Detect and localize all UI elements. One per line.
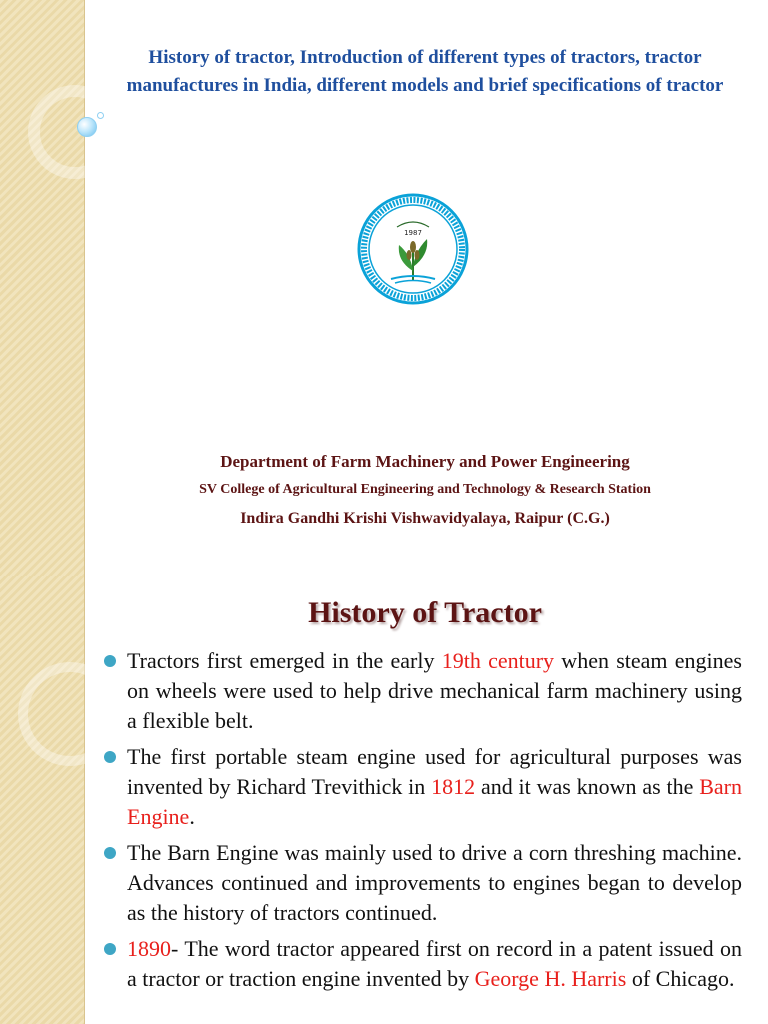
bullet-text: and it was known as the bbox=[475, 774, 700, 799]
highlighted-text: George H. Harris bbox=[474, 966, 627, 991]
decorative-ring bbox=[28, 85, 122, 179]
bullet-item bbox=[104, 838, 742, 928]
bullet-dot-icon bbox=[104, 847, 116, 859]
university-name: Indira Gandhi Krishi Vishwavidyalaya, Raipur (C.G.) bbox=[240, 510, 610, 527]
slide-title: History of Tractor bbox=[308, 596, 542, 629]
bullet-text: The first portable steam engine used for agricultural purposes was invented by Richard Trevithick in bbox=[127, 744, 742, 799]
bullet-text: of Chicago. bbox=[626, 966, 735, 991]
bullet-dot-icon bbox=[104, 943, 116, 955]
bullet-text: - The word tractor appeared first on record in a patent issued on a tractor or traction engine invented by bbox=[127, 936, 742, 991]
slide-title: History of tractor, Introduction of different types of tractors, tractor manufactures in India, different models and brief specifications of tractor bbox=[126, 47, 724, 96]
bullet-list bbox=[104, 646, 742, 1000]
highlighted-text: 1890 bbox=[127, 936, 171, 961]
highlighted-text: 1812 bbox=[431, 774, 476, 799]
department-name: Department of Farm Machinery and Power Engineering bbox=[220, 452, 630, 471]
history-slide bbox=[0, 576, 768, 1024]
bullet-item bbox=[104, 646, 742, 736]
bullet-dot-icon bbox=[104, 751, 116, 763]
bullet-text: Tractors first emerged in the early bbox=[127, 648, 442, 673]
bullet-text: when steam engines on wheels were used to help drive mechanical farm machinery using a flexible belt. bbox=[127, 648, 742, 733]
highlighted-text: Barn Engine bbox=[127, 774, 742, 829]
bullet-item bbox=[104, 934, 742, 994]
bullet-item bbox=[104, 742, 742, 832]
bullet-text: The Barn Engine was mainly used to drive a corn threshing machine. Advances continued and improvements to engines began to develop as the history of tractors continued. bbox=[127, 840, 742, 925]
decorative-small-bubble-icon bbox=[97, 112, 104, 119]
svg-text:1987: 1987 bbox=[404, 229, 422, 237]
decorative-bubble-icon bbox=[77, 117, 97, 137]
bullet-dot-icon bbox=[104, 655, 116, 667]
decorative-side-band bbox=[0, 576, 85, 1024]
college-name: SV College of Agricultural Engineering and Technology & Research Station bbox=[199, 482, 651, 497]
decorative-side-band bbox=[0, 0, 85, 576]
highlighted-text: 19th century bbox=[441, 648, 555, 673]
bullet-text: . bbox=[189, 804, 195, 829]
university-seal-icon bbox=[357, 193, 469, 305]
